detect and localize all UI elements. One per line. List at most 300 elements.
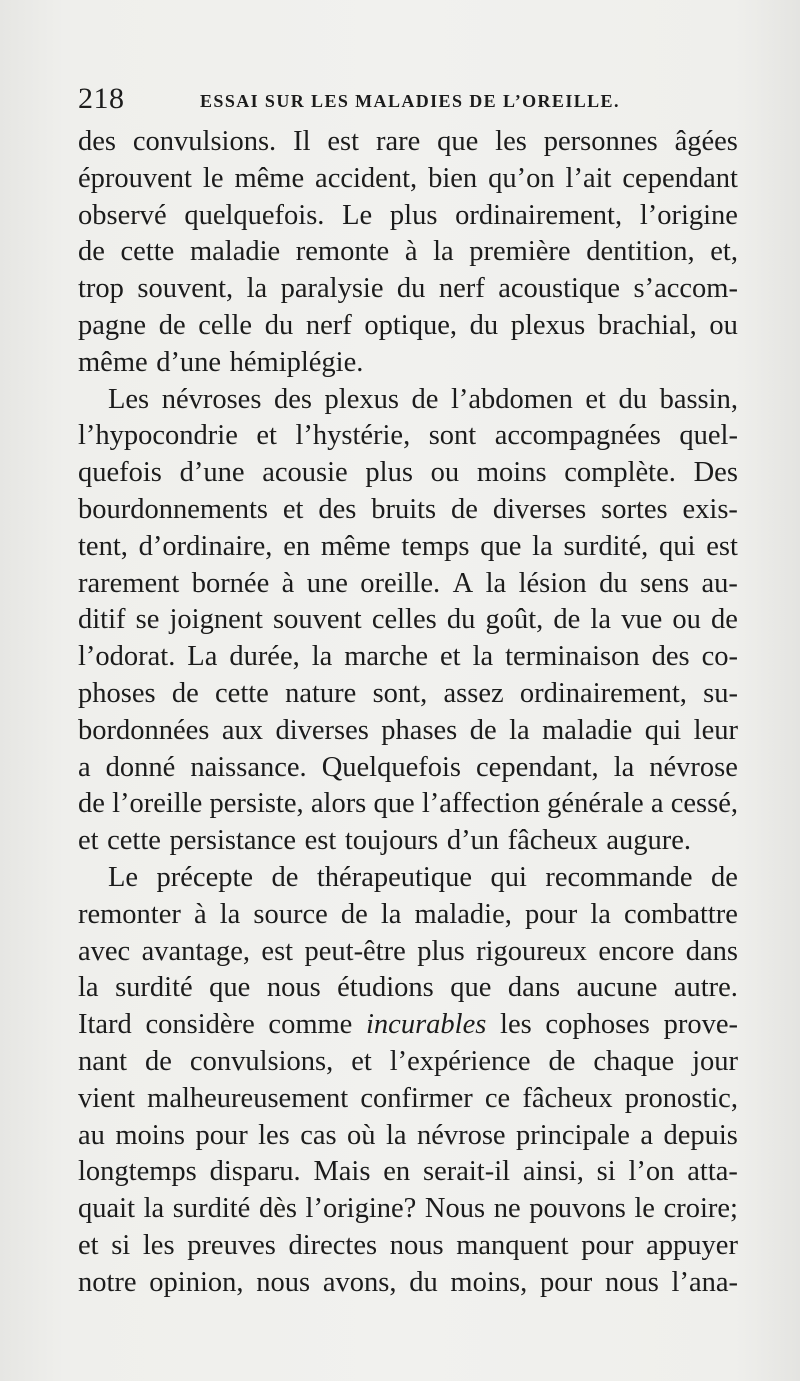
text-word: de (78, 788, 105, 820)
text-word: celles (371, 604, 437, 636)
text-word: leur (693, 714, 738, 746)
text-word: pronostic, (624, 1082, 738, 1114)
text-word: ou (709, 309, 738, 341)
text-line (78, 492, 738, 529)
text-word: d’un (446, 825, 500, 857)
text-word: persiste, (209, 788, 304, 820)
text-word: que (450, 972, 492, 1004)
text-line (78, 897, 738, 934)
text-word: ditif (78, 604, 126, 636)
text-word: si (111, 1229, 131, 1261)
text-word: du (469, 309, 499, 341)
text-word: atta- (687, 1156, 738, 1188)
text-word: si (596, 1156, 616, 1188)
text-word: le (634, 1193, 655, 1225)
text-word: bassin, (659, 383, 738, 415)
text-line (78, 124, 738, 161)
text-word: et (282, 493, 304, 525)
text-word: bourdonnements (78, 493, 268, 525)
text-word: tent, (78, 530, 128, 562)
text-word: dentition, (586, 236, 695, 268)
text-word: lésion (518, 567, 587, 599)
text-word: la (246, 273, 268, 305)
text-word: des (651, 641, 690, 673)
text-word: source (253, 898, 328, 930)
text-word: cependant (622, 162, 738, 194)
text-word: les (258, 1119, 290, 1151)
text-word: longtemps (78, 1156, 197, 1188)
text-word: la (380, 898, 402, 930)
text-word: de (171, 677, 199, 709)
text-word: de (158, 309, 186, 341)
text-word: considère (145, 1009, 255, 1041)
text-word: augure. (606, 825, 692, 857)
text-word: personnes (543, 126, 658, 157)
text-word: une (306, 567, 348, 599)
text-word: la (311, 641, 333, 673)
text-word: bordonnées (78, 714, 210, 746)
text-line (78, 970, 738, 1007)
text-word: d’une (156, 346, 222, 378)
text-word: en (283, 530, 311, 562)
text-word: qui (490, 861, 527, 893)
text-word: surdité (172, 1193, 251, 1225)
text-word: même (78, 346, 148, 378)
text-word: ainsi, (522, 1156, 584, 1188)
text-word: prove- (663, 1009, 738, 1041)
text-word: des (318, 493, 357, 525)
text-word: quait (78, 1193, 135, 1225)
text-word: paralysie (280, 273, 384, 305)
text-word: celle (198, 309, 253, 341)
text-word: durée, (229, 641, 300, 673)
text-word: goût, (485, 604, 544, 636)
text-word: bruits (371, 493, 437, 525)
text-word: névrose (416, 1119, 506, 1151)
text-word: A (452, 567, 474, 599)
text-word: aux (221, 714, 263, 746)
text-word: la (219, 898, 241, 930)
text-word: cependant, (476, 751, 599, 783)
text-word: l’expérience (389, 1045, 531, 1077)
text-line (78, 345, 738, 382)
text-word: de (411, 383, 439, 415)
text-word: avons, (322, 1266, 397, 1298)
text-word: fâcheux (507, 825, 598, 857)
text-word: des (78, 126, 116, 157)
text-word: est (304, 825, 337, 857)
text-word: la (433, 236, 454, 268)
text-word: maladie, (414, 898, 512, 930)
text-word: étudions (337, 972, 434, 1004)
text-word: au- (701, 567, 738, 599)
text-word: quel- (679, 420, 738, 452)
text-word: même (234, 162, 305, 194)
running-title: ESSAI SUR LES MALADIES DE L’OREILLE. (200, 91, 620, 111)
text-word: pour (581, 1229, 634, 1261)
text-word: première (469, 236, 571, 268)
text-word: fâcheux (522, 1082, 613, 1114)
text-word: a (78, 751, 91, 783)
text-word: Le (108, 861, 139, 893)
text-word: accompagnées (494, 420, 661, 452)
text-word: convulsions, (189, 1045, 334, 1077)
text-word: Des (693, 457, 738, 489)
text-line (78, 271, 738, 308)
text-word: alors (310, 788, 367, 820)
text-word: de (340, 898, 368, 930)
text-word: diverses (275, 714, 369, 746)
text-word: directes (288, 1229, 378, 1261)
text-word: croire; (663, 1193, 738, 1225)
text-word: incurables (366, 1009, 487, 1041)
text-word: l’ana- (671, 1266, 738, 1298)
text-word: encore (598, 935, 675, 967)
text-word: pour (524, 898, 578, 930)
text-word: notre (78, 1266, 137, 1298)
text-word: sont (428, 420, 477, 452)
text-word: ou (672, 604, 701, 636)
text-word: cette (120, 236, 175, 268)
text-line (78, 418, 738, 455)
text-word: nerf (438, 273, 485, 305)
text-line (78, 750, 738, 787)
text-word: plus (389, 199, 438, 231)
text-word: quefois (78, 457, 162, 489)
text-word: pagne (78, 309, 147, 341)
text-word: et (351, 1045, 372, 1077)
text-line (78, 529, 738, 566)
text-word: convulsions. (132, 126, 277, 157)
text-word: du (409, 1266, 438, 1298)
text-line (78, 234, 738, 271)
text-word: malheureusement (147, 1082, 349, 1114)
text-word: vient (78, 1082, 135, 1114)
text-word: nous (389, 1229, 444, 1261)
text-word: acoustique (498, 273, 621, 305)
text-word: nous (266, 972, 321, 1004)
text-word: serait-il (423, 1156, 511, 1188)
text-word: au (78, 1119, 105, 1151)
text-word: du (264, 309, 294, 341)
text-word: persistance (169, 825, 297, 857)
text-word: les (495, 126, 527, 157)
text-word: chaque (593, 1045, 675, 1077)
text-word: même (320, 530, 391, 562)
text-word: pouvons (529, 1193, 626, 1225)
text-word: précepte (156, 861, 254, 893)
text-word: est (261, 935, 294, 967)
text-word: remonter (78, 898, 181, 930)
text-word: phoses (78, 677, 156, 709)
text-word: combattre (624, 898, 738, 930)
text-word: moins, (450, 1266, 528, 1298)
text-line (78, 1007, 738, 1044)
text-word: de (469, 714, 497, 746)
text-word: s’accom- (633, 273, 738, 305)
text-word: su- (703, 677, 738, 709)
text-word: plexus (324, 383, 399, 415)
text-word: de (78, 236, 105, 268)
text-word: nous (256, 1266, 311, 1298)
text-word: ordinairement, (519, 677, 687, 709)
text-word: joignent (169, 604, 263, 636)
text-word: de (711, 604, 738, 636)
text-word: âgées (674, 126, 738, 157)
text-word: la (532, 530, 553, 562)
text-word: et (585, 383, 606, 415)
text-line (78, 602, 738, 639)
text-word: aucune (576, 972, 658, 1004)
text-word: se (135, 604, 160, 636)
text-word: rare (375, 126, 421, 157)
text-word: rarement (78, 567, 180, 599)
text-line (78, 198, 738, 235)
text-word: l’hypocondrie (78, 420, 238, 452)
text-word: de (451, 493, 478, 525)
text-word: et (256, 420, 277, 452)
text-word: remonte (295, 236, 390, 268)
text-word: à (404, 236, 418, 268)
text-word: naissance. (190, 751, 307, 783)
text-word: depuis (663, 1119, 738, 1151)
text-line (78, 382, 738, 419)
text-word: Quelquefois (321, 751, 461, 783)
text-word: souvent, (137, 273, 234, 305)
text-word: cophoses (545, 1009, 650, 1041)
text-word: moins (115, 1119, 186, 1151)
text-word: l’on (628, 1156, 675, 1188)
text-word: avec (78, 935, 131, 967)
text-word: plus (365, 457, 413, 489)
text-word: avantage, (141, 935, 251, 967)
text-word: jour (692, 1045, 738, 1077)
text-line (78, 713, 738, 750)
text-word: donné (105, 751, 176, 783)
text-word: et, (710, 236, 738, 268)
text-word: dans (507, 972, 561, 1004)
text-word: générale (547, 788, 644, 820)
text-word: Les (108, 383, 150, 415)
text-line (78, 1228, 738, 1265)
text-line (78, 639, 738, 676)
text-word: le (202, 162, 224, 194)
text-word: l’odorat. (78, 641, 176, 673)
text-word: cas (300, 1119, 337, 1151)
text-word: opinion, (149, 1266, 244, 1298)
text-word: hémiplégie. (229, 346, 364, 378)
text-word: dès (258, 1193, 297, 1225)
text-word: complète. (564, 457, 676, 489)
text-word: Le (342, 199, 373, 231)
text-word: la (509, 714, 530, 746)
text-word: co- (701, 641, 738, 673)
text-word: ou (430, 457, 460, 489)
text-word: les (142, 1229, 175, 1261)
text-word: que (437, 126, 479, 157)
text-word: appuyer (646, 1229, 738, 1261)
body-text (78, 124, 738, 1302)
text-word: Itard (78, 1009, 132, 1041)
text-word: bornée (191, 567, 270, 599)
text-word: observé (78, 199, 167, 231)
text-word: l’affection (421, 788, 540, 820)
text-word: que (209, 972, 251, 1004)
text-word: à (193, 898, 207, 930)
text-word: l’abdomen (450, 383, 573, 415)
text-word: la (590, 604, 611, 636)
text-word: la (590, 898, 611, 930)
text-word: oreille. (360, 567, 441, 599)
text-word: cette (215, 677, 269, 709)
text-word: sont, (372, 677, 428, 709)
text-word: l’hystérie, (295, 420, 411, 452)
text-word: et (78, 1229, 99, 1261)
text-word: d’ordinaire, (138, 530, 273, 562)
text-word: des (273, 383, 312, 415)
text-word: souvent (273, 604, 362, 636)
text-word: preuves (187, 1229, 276, 1261)
text-line (78, 1191, 738, 1228)
text-word: rigoureux (476, 935, 587, 967)
text-word: moins (476, 457, 547, 489)
text-word: du (599, 567, 628, 599)
text-word: diverses (492, 493, 587, 525)
text-line (78, 566, 738, 603)
text-word: la (385, 1119, 407, 1151)
text-word: temps (401, 530, 470, 562)
text-word: que (480, 530, 522, 562)
text-word: Nous (424, 1193, 486, 1225)
text-word: est (706, 530, 738, 562)
text-word: a (640, 1119, 654, 1151)
text-line (78, 161, 738, 198)
text-word: l’oreille (112, 788, 203, 820)
text-word: la (485, 567, 507, 599)
text-line (78, 676, 738, 713)
page-number: 218 (78, 82, 125, 115)
text-word: du (618, 383, 648, 415)
running-head (78, 82, 738, 118)
text-word: disparu. (209, 1156, 301, 1188)
text-word: que (373, 788, 415, 820)
text-word: plexus (510, 309, 586, 341)
text-word: du (396, 273, 426, 305)
text-word: la (613, 751, 635, 783)
text-word: terminaison (505, 641, 640, 673)
text-word: de (548, 1045, 576, 1077)
text-word: pour (539, 1266, 593, 1298)
text-word: l’origine? (305, 1193, 417, 1225)
text-line (78, 1081, 738, 1118)
text-word: sortes (601, 493, 668, 525)
text-word: accident, (315, 162, 418, 194)
text-word: qui (644, 714, 682, 746)
text-word: et (440, 641, 461, 673)
text-word: nature (285, 677, 357, 709)
text-line (78, 934, 738, 971)
text-word: de (271, 861, 299, 893)
text-word: de (145, 1045, 172, 1077)
text-word: manquent (456, 1229, 569, 1261)
text-line (78, 308, 738, 345)
text-word: pour (195, 1119, 248, 1151)
text-word: vue (621, 604, 663, 636)
text-line (78, 1154, 738, 1191)
text-word: surdité (115, 972, 193, 1004)
text-word: nous (604, 1266, 659, 1298)
text-word: maladie (542, 714, 633, 746)
text-word: l’ait (565, 162, 612, 194)
text-word: névroses (161, 383, 262, 415)
text-word: thérapeutique (316, 861, 472, 893)
text-line (78, 1044, 738, 1081)
text-word: trop (78, 273, 124, 305)
text-word: en (383, 1156, 411, 1188)
text-word: optique, (364, 309, 457, 341)
text-word: La (187, 641, 218, 673)
text-word: cette (107, 825, 161, 857)
text-word: surdité, (563, 530, 649, 562)
text-word: névrose (649, 751, 738, 783)
text-word: phases (381, 714, 458, 746)
text-word: autre. (673, 972, 738, 1004)
text-word: d’une (179, 457, 245, 489)
text-word: la (472, 641, 494, 673)
text-word: qu’on (488, 162, 555, 194)
text-word: acousie (262, 457, 348, 489)
text-word: dans (685, 935, 738, 967)
text-word: à (281, 567, 295, 599)
text-word: recommande (545, 861, 693, 893)
text-line (78, 455, 738, 492)
text-word: maladie (189, 236, 281, 268)
text-word: du (446, 604, 476, 636)
text-word: toujours (344, 825, 439, 857)
text-line (78, 860, 738, 897)
text-word: a (650, 788, 664, 820)
text-word: peut-être (304, 935, 406, 967)
text-word: quelquefois. (184, 199, 325, 231)
text-word: cessé, (670, 788, 738, 820)
text-line (78, 1265, 738, 1302)
text-word: nant (78, 1045, 128, 1077)
text-word: de (553, 604, 581, 636)
text-word: les (500, 1009, 532, 1041)
text-word: ce (484, 1082, 511, 1114)
text-word: la (143, 1193, 165, 1225)
text-word: éprouvent (78, 162, 192, 194)
text-word: Il (293, 126, 311, 157)
text-word: brachial, (597, 309, 697, 341)
text-word: Mais (313, 1156, 371, 1188)
text-word: qui (659, 530, 696, 562)
text-word: et (78, 825, 99, 857)
text-word: plus (417, 935, 465, 967)
text-word: est (327, 126, 360, 157)
text-line (78, 1118, 738, 1155)
text-word: assez (443, 677, 504, 709)
text-word: exis- (682, 493, 738, 525)
text-word: bien (428, 162, 478, 194)
text-word: où (347, 1119, 376, 1151)
text-word: l’origine (639, 199, 738, 231)
text-word: nerf (305, 309, 352, 341)
text-line (78, 786, 738, 823)
text-word: de (711, 861, 738, 893)
text-word: comme (268, 1009, 353, 1041)
text-word: principale (516, 1119, 630, 1151)
